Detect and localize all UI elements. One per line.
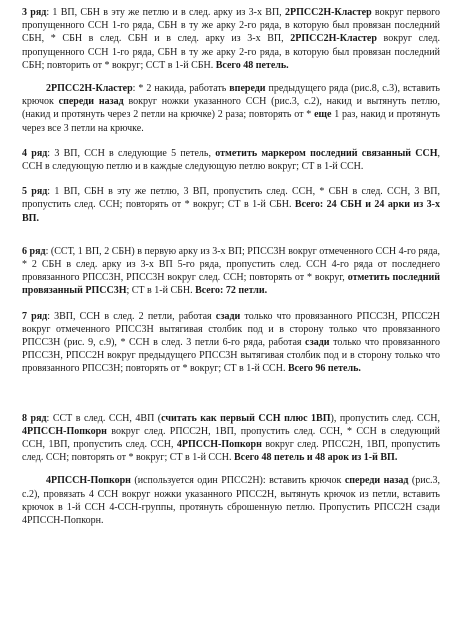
bold-text-run: спереди назад xyxy=(344,475,409,487)
bold-text-run: 3 ряд xyxy=(22,7,47,18)
bold-text-run: впереди xyxy=(229,83,266,95)
bold-text-run: 4РПССН-Попкорн xyxy=(22,425,107,437)
bold-text-run: 7 ряд xyxy=(22,310,48,322)
bold-text-run: сзади xyxy=(215,310,241,322)
bold-text-run: Всего: 72 петли. xyxy=(195,285,268,297)
bold-text-run: Всего 48 петель. xyxy=(215,59,289,71)
bold-text-run: 5 ряд xyxy=(22,186,48,198)
row-5-paragraph xyxy=(22,185,440,225)
text-run: только что провязанного РПСС3Н, РПСС2Н вокруг отмеченного РПСС3Н вытягивая столбик под и в сторону только что провязанного РПСС3Н (рис. 9, с.9), * ССН в след. 3 петли 6-го ряда, работая xyxy=(22,310,440,349)
text-run: ; СТ в 1-й СБН. xyxy=(126,285,196,297)
bold-text-run: Всего 48 петель и 48 арок из 1-й ВП. xyxy=(234,452,398,464)
text-run: предыдущего ряда (рис.8, с.3), вставить крючок xyxy=(22,83,440,108)
text-run: , ССН в следующую петлю и в каждые следующую петлю вокруг; СТ в 1-й ССН. xyxy=(22,147,441,173)
row-8-paragraph xyxy=(22,412,440,465)
text-run: вокруг след. пропущенного ССН 1-го ряда, СБН в ту же арку 2-го ряда, в которую был провязан последний СБН; повторить от * вокруг; ССТ в 1-й СБН. xyxy=(22,33,440,71)
row-7-paragraph xyxy=(22,310,440,376)
text-run: (используется один РПСС2Н): вставить крючок xyxy=(130,475,345,487)
bold-text-run: считать как первый ССН плюс 1ВП xyxy=(161,412,331,424)
text-run: ), пропустить след. ССН, xyxy=(330,412,441,424)
text-run: (рис.3, с.2), провязать 4 ССН вокруг ножки указанного РПСС2Н, вытянуть крючок из петли, вставить крючок в 1-й ССН 4-ССН-группы, протянуть сброшенную петлю. Пропустить РПСС2Н сзади 4РПССН-Попкорн. xyxy=(22,475,441,527)
bold-text-run: 4РПССН-Попкорн xyxy=(46,475,131,487)
text-run: : 1 ВП, СБН в эту же петлю и в след. арку из 3-х ВП, xyxy=(46,7,285,18)
text-run: : (ССТ, 1 ВП, 2 СБН) в первую арку из 3-х ВП; РПСС3Н вокруг отмеченного ССН 4-го ряда, * 2 СБН в след. арку из 3-х ВП 5-го ряда, пропустить след. ССН 4-го ряда от последнего провязанного РПСС3Н, РПСС3Н вокруг след. ССН; повторять от * вокруг, xyxy=(22,245,440,284)
text-run: 1 раз, накид и протянуть через все 3 петли на крючке. xyxy=(22,109,440,134)
text-run: : 1 ВП, СБН в эту же петлю, 3 ВП, пропустить след. ССН, * СБН в след. ССН, 3 ВП, пропустить след. ССН; повторять от * вокруг; СТ в 1-й СБН. xyxy=(22,186,440,211)
bold-text-run: 4РПССН-Попкорн xyxy=(176,439,262,451)
bold-text-run: 2РПСС2Н-Кластер xyxy=(284,7,372,18)
text-run: : 3 ВП, ССН в следующие 5 петель, xyxy=(47,147,216,159)
row-4-paragraph xyxy=(22,147,440,173)
text-run: вокруг след. РПСС2Н, 1ВП, пропустить след. ССН, * ССН в следующий ССН, 1ВП, пропустить след. ССН, xyxy=(22,425,440,451)
bold-text-run: 4 ряд xyxy=(22,147,48,159)
cluster-definition-paragraph xyxy=(22,82,440,135)
popcorn-definition-paragraph xyxy=(22,474,440,527)
text-run: только что провязанного РПСС3Н, РПСС2Н вокруг предыдущего РПСС3Н вытягивая столбик под и в сторону только что провязанного РПСС3Н; повторять от * вокруг; СТ в 1-й ССН. xyxy=(22,337,441,375)
bold-text-run: еще xyxy=(314,109,332,121)
bold-text-run: Всего 96 петель. xyxy=(287,363,361,375)
bold-text-run: 6 ряд xyxy=(22,245,46,257)
text-run: вокруг ножки указанного ССН (рис.3, с.2), накид и вытянуть петлю, (накид и протянуть через 2 петли на крючке) 2 раза; повторять от * xyxy=(22,96,441,121)
text-run: вокруг след. РПСС2Н, 1ВП, пропустить след. ССН; повторять от * вокруг; СТ в 1-й ССН. xyxy=(22,439,440,464)
text-run: : ССТ в след. ССН, 4ВП ( xyxy=(46,412,162,424)
row-6-paragraph xyxy=(22,245,440,298)
bold-text-run: отметить маркером последний связанный ССН xyxy=(215,147,438,159)
bold-text-run: Всего: 24 СБН и 24 арки из 3-х ВП. xyxy=(22,199,440,224)
bold-text-run: 8 ряд xyxy=(22,412,47,424)
bold-text-run: спереди назад xyxy=(58,96,124,108)
bold-text-run: отметить последний провязанный РПСС3Н xyxy=(22,272,440,297)
bold-text-run: 2РПСС2Н-Кластер xyxy=(46,83,133,95)
bold-text-run: сзади xyxy=(305,337,330,349)
bold-text-run: 2РПСС2Н-Кластер xyxy=(290,33,377,45)
text-run: : * 2 накида, работать xyxy=(132,83,230,95)
text-run: вокруг первого пропущенного ССН 1-го ряда, СБН в ту же арку 2-го ряда, в которую был провязан последний СБН, * СБН в след. СБН и в след. арку из 3-х ВП, xyxy=(22,7,441,45)
text-run: : 3ВП, ССН в след. 2 петли, работая xyxy=(47,310,216,322)
row-3-paragraph xyxy=(22,6,440,72)
